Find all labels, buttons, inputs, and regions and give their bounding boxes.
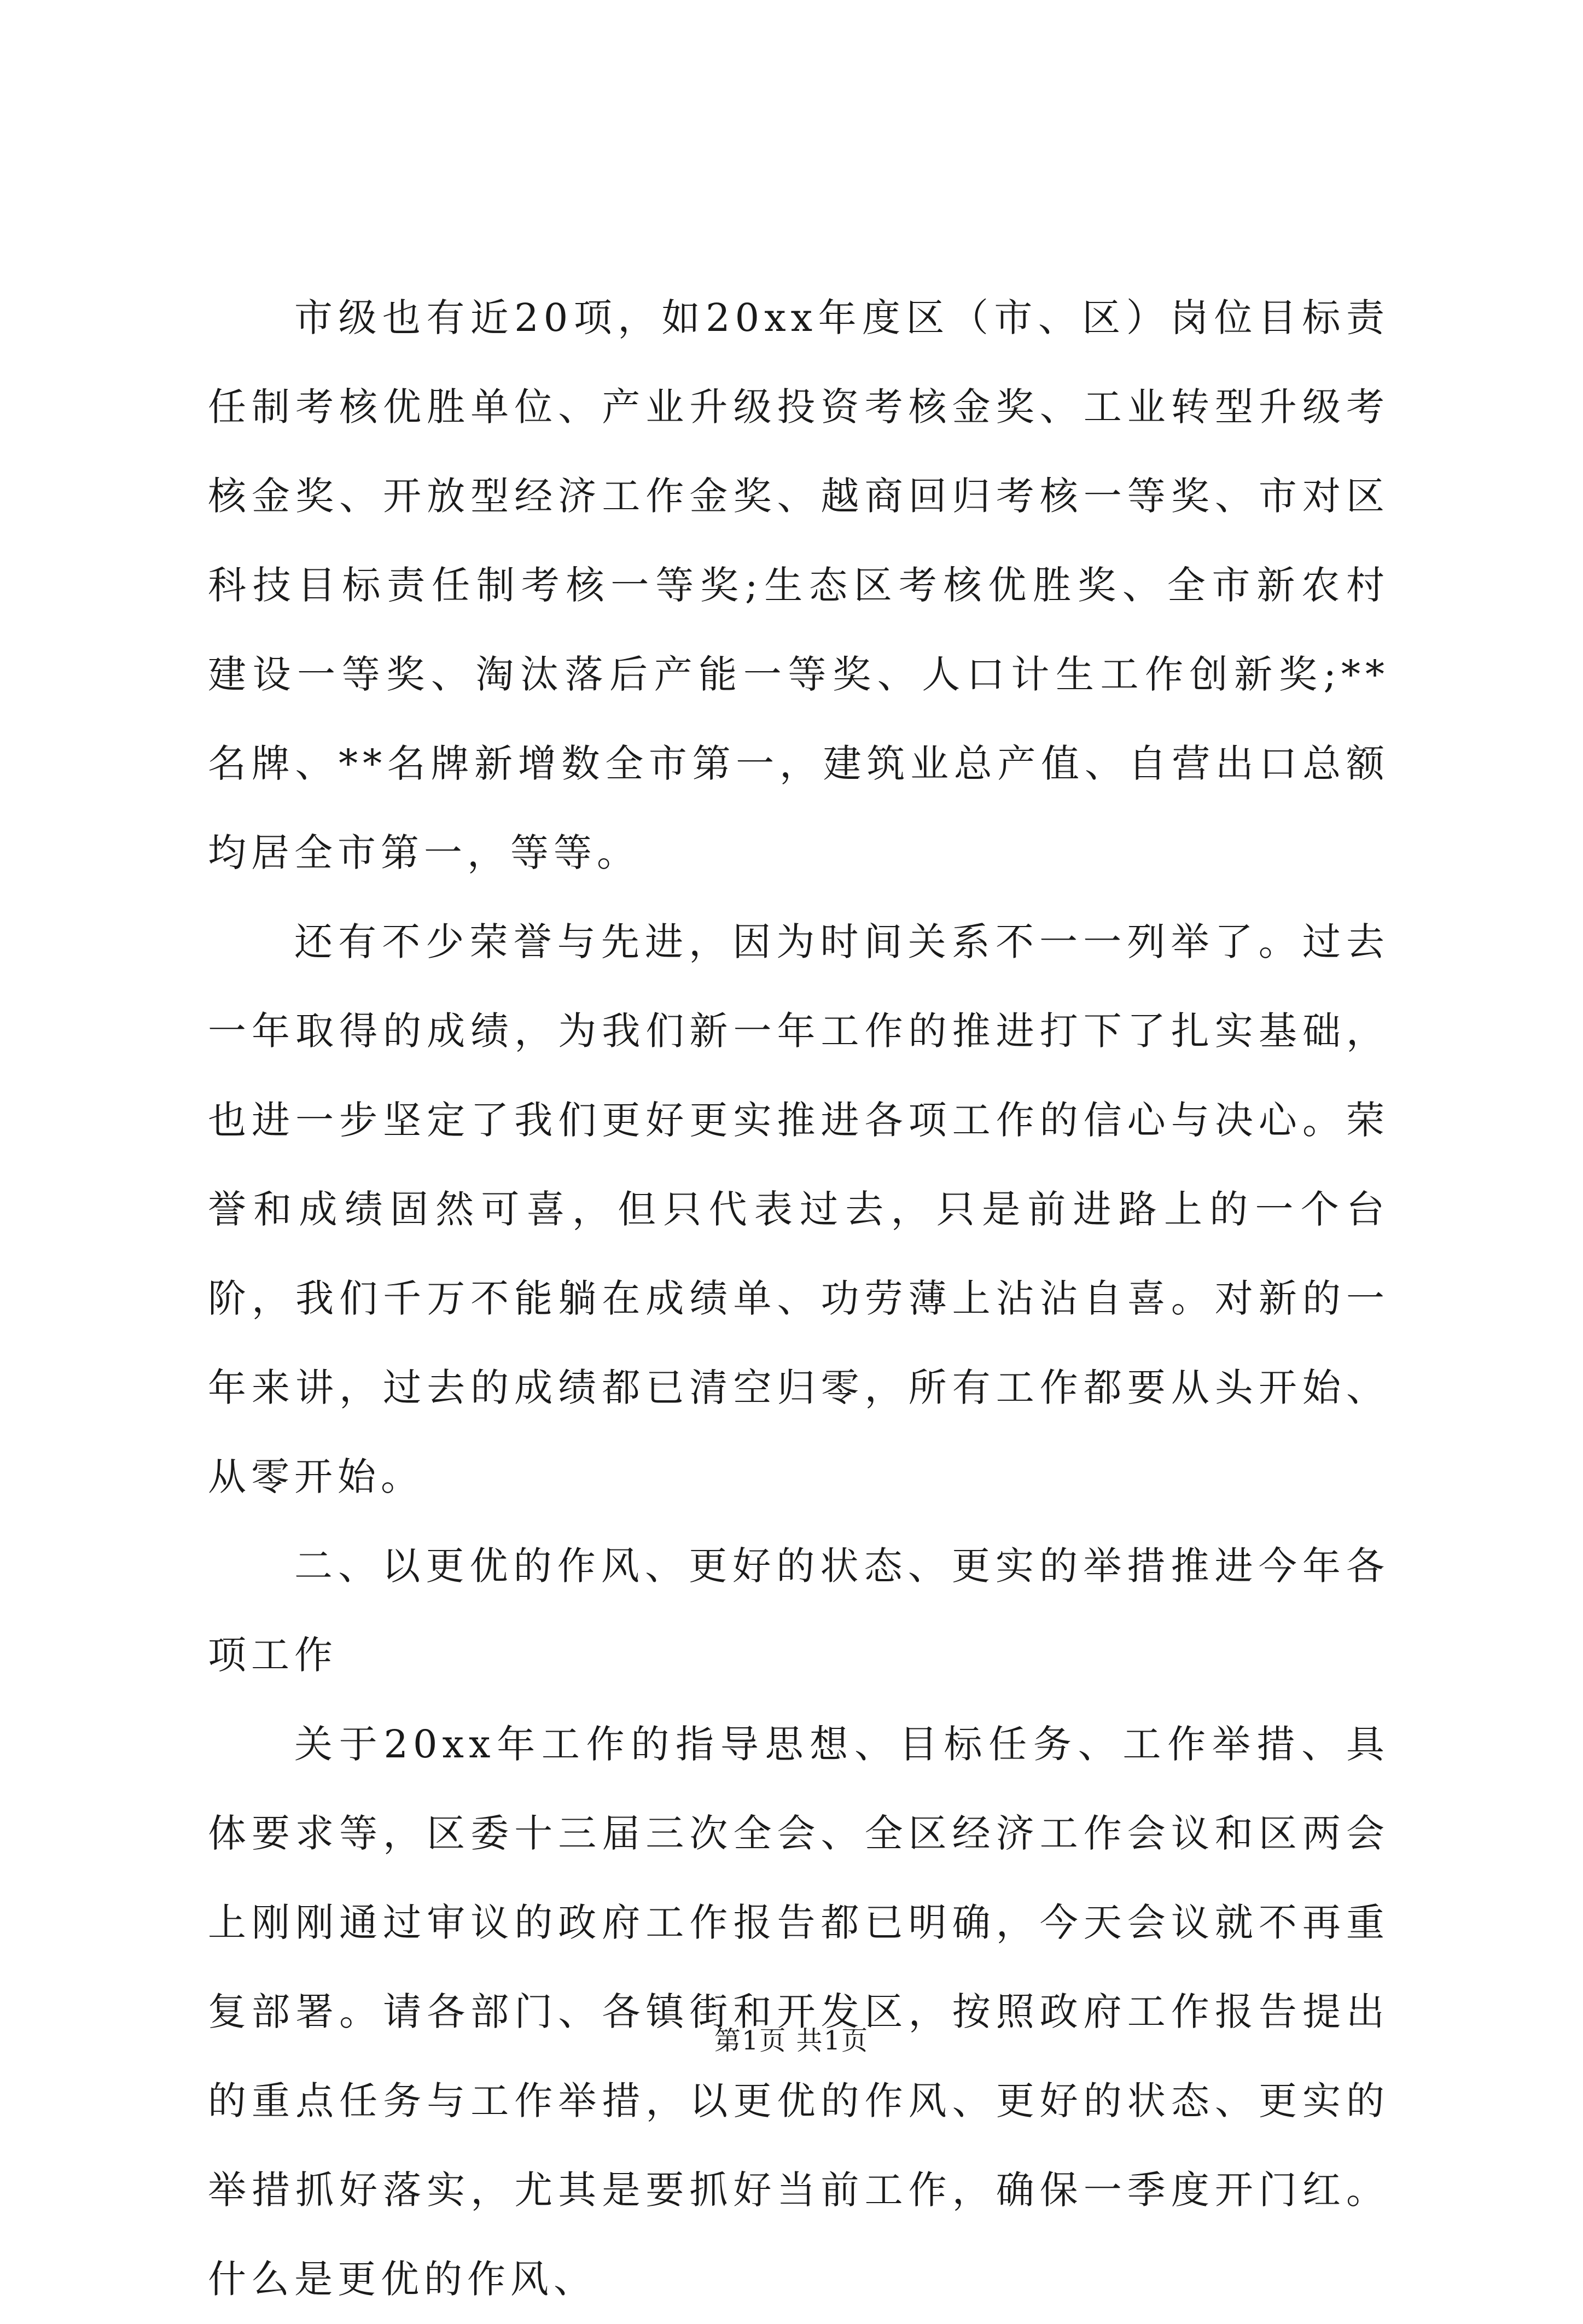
paragraph-awards: 市级也有近20项，如20xx年度区（市、区）岗位目标责任制考核优胜单位、产业升级投资考核金奖、工业转型升级考核金奖、开放型经济工作金奖、越商回归考核一等奖、市对区科技目标责任制考核一等奖;生态区考核优胜奖、全市新农村建设一等奖、淘汰落后产能一等奖、人口计生工作创新奖;**名牌、**名牌新增数全市第一，建筑业总产值、自营出口总额均居全市第一，等等。 xyxy=(208,295,1389,875)
document-body xyxy=(208,273,1389,2324)
paragraph-work-guidance: 关于20xx年工作的指导思想、目标任务、工作举措、具体要求等，区委十三届三次全会、全区经济工作会议和区两会上刚刚通过审议的政府工作报告都已明确，今天会议就不再重复部署。请各部门、各镇街和开发区，按照政府工作报告提出的重点任务与工作举措，以更优的作风、更好的状态、更实的举措抓好落实，尤其是要抓好当前工作，确保一季度开门红。什么是更优的作风、 xyxy=(208,1722,1389,2302)
section-heading: 二、以更优的作风、更好的状态、更实的举措推进今年各项工作 xyxy=(208,1543,1389,1678)
page-number-footer: 第1页 共1页 xyxy=(714,2025,869,2056)
paragraph-achievements: 还有不少荣誉与先进，因为时间关系不一一列举了。过去一年取得的成绩，为我们新一年工作的推进打下了扎实基础，也进一步坚定了我们更好更实推进各项工作的信心与决心。荣誉和成绩固然可喜，但只代表过去，只是前进路上的一个台阶，我们千万不能躺在成绩单、功劳薄上沾沾自喜。对新的一年来讲，过去的成绩都已清空归零，所有工作都要从头开始、从零开始。 xyxy=(208,919,1389,1499)
